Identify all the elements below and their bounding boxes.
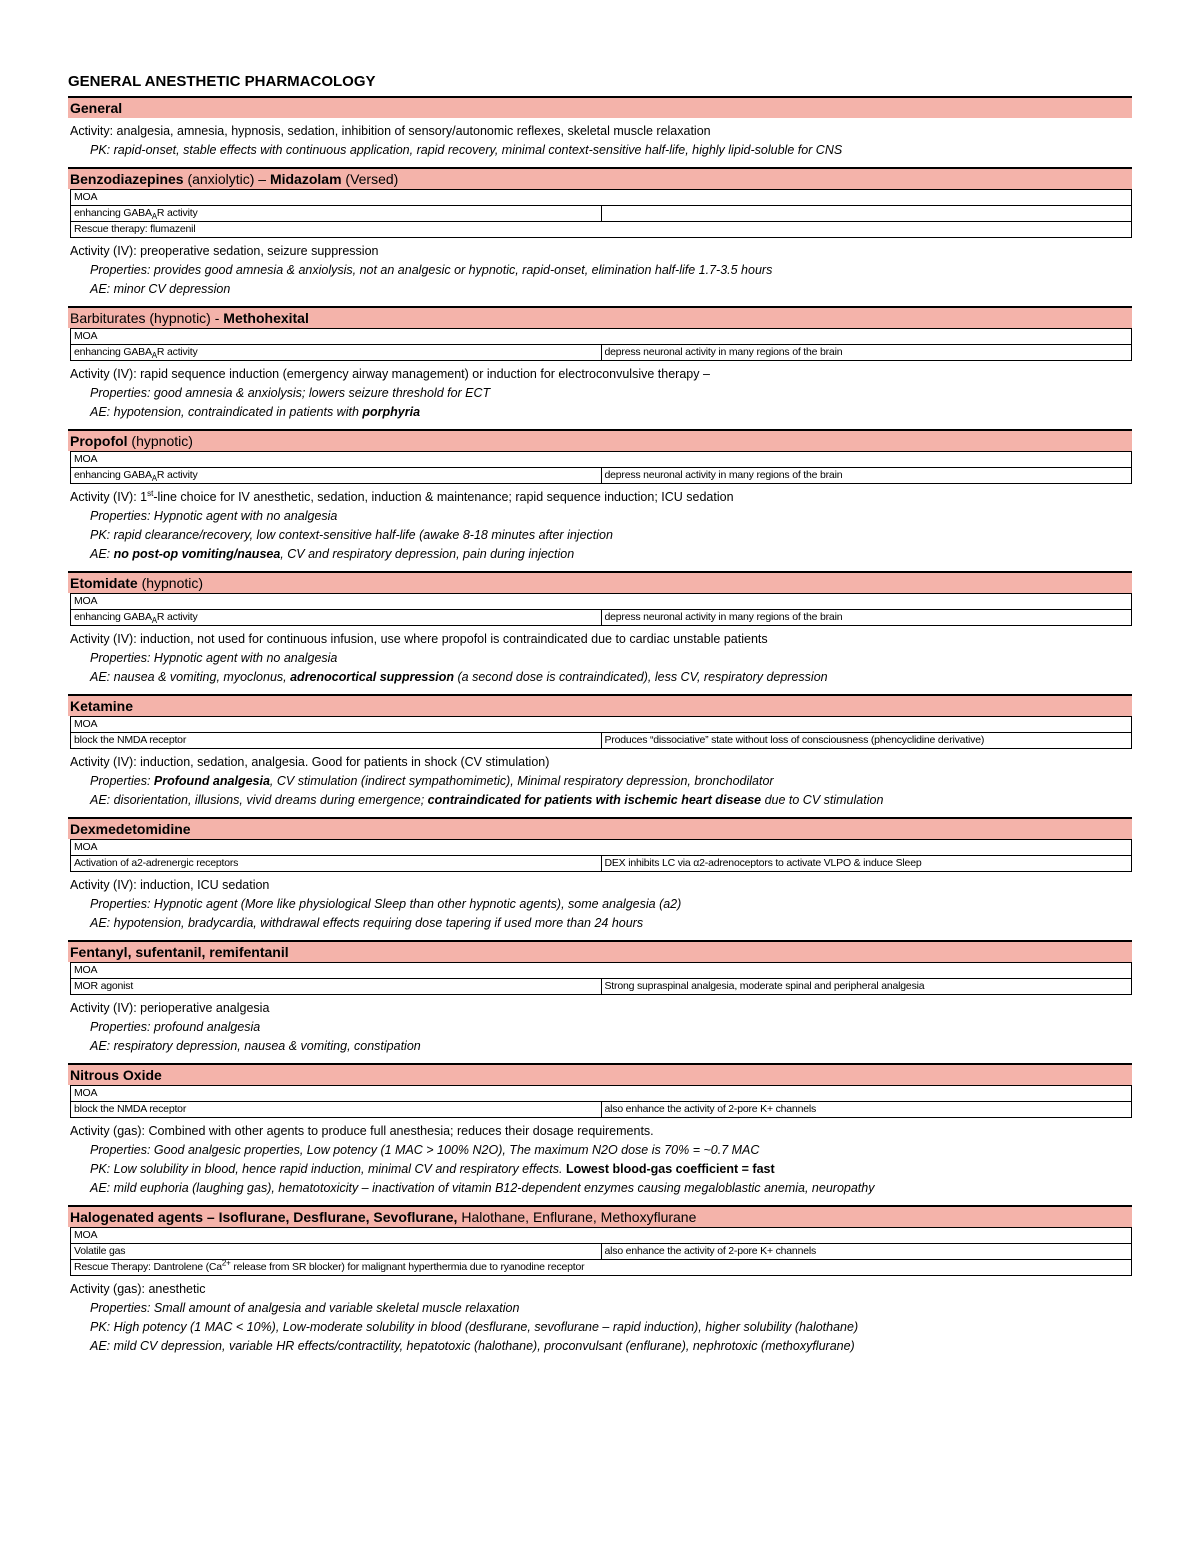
activity-line: Activity (IV): perioperative analgesia: [70, 1001, 270, 1015]
moa-label: MOA: [71, 963, 1132, 979]
moa-table: [70, 1085, 1132, 1118]
properties-line: Properties: Hypnotic agent with no analgesia: [90, 651, 338, 665]
properties-line: Properties: Profound analgesia, CV stimulation (indirect sympathomimetic), Minimal respiratory depression, bronchodilator: [90, 774, 774, 788]
moa-mechanism: enhancing $GABA_AR$ activity: [71, 610, 602, 626]
activity-line: Activity (gas): Combined with other agents to produce full anesthesia; reduces their dosage requirements.: [70, 1124, 654, 1138]
moa-mechanism: enhancing $GABA_AR$ activity: [71, 468, 602, 484]
moa-table: [70, 839, 1132, 872]
moa-mechanism: enhancing $GABA_AR$ activity: [71, 345, 602, 361]
activity-line: Activity (IV): induction, sedation, analgesia. Good for patients in shock (CV stimulation): [70, 755, 550, 769]
activity-line: Activity (IV): preoperative sedation, seizure suppression: [70, 244, 379, 258]
properties-line: Properties: profound analgesia: [90, 1020, 261, 1034]
moa-label: MOA: [71, 717, 1132, 733]
moa-effect: depress neuronal activity in many regions of the brain: [601, 345, 1132, 361]
moa-label: MOA: [71, 594, 1132, 610]
ae-line: AE: nausea & vomiting, myoclonus, adrenocortical suppression (a second dose is contraindicated), less CV, respiratory depression: [90, 670, 828, 684]
moa-effect: DEX inhibits LC via α2-adrenoceptors to activate VLPO & induce Sleep: [601, 856, 1132, 872]
moa-table: [70, 189, 1132, 238]
moa-table: [70, 962, 1132, 995]
section-fentanyl: [68, 940, 1132, 1056]
section-heading: Dexmedetomidine: [68, 817, 1132, 839]
ae-line: AE: hypotension, bradycardia, withdrawal effects requiring dose tapering if used more than 24 hours: [90, 916, 644, 930]
moa-effect: also enhance the activity of 2-pore K+ channels: [601, 1102, 1132, 1118]
activity-line: Activity: analgesia, amnesia, hypnosis, sedation, inhibition of sensory/autonomic reflexes, skeletal muscle relaxation: [70, 124, 711, 138]
moa-table: [70, 716, 1132, 749]
moa-mechanism: enhancing $GABA_AR$ activity: [71, 206, 602, 222]
section-barbiturates: [68, 306, 1132, 422]
activity-line: Activity (IV): 1st-line choice for IV anesthetic, sedation, induction & maintenance; rapid sequence induction; ICU sedation: [70, 488, 734, 504]
moa-effect: [601, 206, 1132, 222]
properties-line: Properties: Good analgesic properties, Low potency (1 MAC > 100% N2O), The maximum N2O dose is 70% = ~0.7 MAC: [90, 1143, 760, 1157]
moa-label: MOA: [71, 840, 1132, 856]
properties-line: Properties: provides good amnesia & anxiolysis, not an analgesic or hypnotic, rapid-onset, elimination half-life 1.7-3.5 hours: [90, 263, 773, 277]
moa-effect: depress neuronal activity in many regions of the brain: [601, 610, 1132, 626]
section-halogenated: [68, 1205, 1132, 1356]
section-propofol: [68, 429, 1132, 564]
pk-line: PK: Low solubility in blood, hence rapid induction, minimal CV and respiratory effects. Lowest blood-gas coefficient = fast: [90, 1162, 775, 1176]
pk-line: PK: rapid-onset, stable effects with continuous application, rapid recovery, minimal context-sensitive half-life, highly lipid-soluble for CNS: [90, 143, 843, 157]
section-ketamine: [68, 694, 1132, 810]
section-heading: Benzodiazepines (anxiolytic) – Midazolam (Versed): [68, 167, 1132, 189]
moa-label: MOA: [71, 1228, 1132, 1244]
moa-label: MOA: [71, 452, 1132, 468]
pk-line: PK: rapid clearance/recovery, low context-sensitive half-life (awake 8-18 minutes after injection: [90, 528, 613, 542]
ae-line: AE: disorientation, illusions, vivid dreams during emergence; contraindicated for patients with ischemic heart disease due to CV stimulation: [90, 793, 884, 807]
section-dexmedetomidine: [68, 817, 1132, 933]
properties-line: Properties: Hypnotic agent (More like physiological Sleep than other hypnotic agents), some analgesia (a2): [90, 897, 682, 911]
activity-line: Activity (IV): induction, not used for continuous infusion, use where propofol is contraindicated due to cardiac unstable patients: [70, 632, 768, 646]
pk-line: PK: High potency (1 MAC < 10%), Low-moderate solubility in blood (desflurane, sevoflurane – rapid induction), higher solubility (halothane): [90, 1320, 859, 1334]
moa-table: [70, 328, 1132, 361]
ae-line: AE: mild euphoria (laughing gas), hematotoxicity – inactivation of vitamin B12-dependent enzymes causing megaloblastic anemia, neuropathy: [90, 1181, 875, 1195]
moa-mechanism: MOR agonist: [71, 979, 602, 995]
document-page: [68, 72, 1132, 1363]
section-heading: Barbiturates (hypnotic) - Methohexital: [68, 306, 1132, 328]
moa-effect: Strong supraspinal analgesia, moderate spinal and peripheral analgesia: [601, 979, 1132, 995]
section-heading: General: [68, 96, 1132, 118]
section-heading: Fentanyl, sufentanil, remifentanil: [68, 940, 1132, 962]
moa-table: [70, 451, 1132, 484]
section-heading: Halogenated agents – Isoflurane, Desflurane, Sevoflurane, Halothane, Enflurane, Methoxyflurane: [68, 1205, 1132, 1227]
properties-line: Properties: Small amount of analgesia and variable skeletal muscle relaxation: [90, 1301, 520, 1315]
moa-effect: Produces “dissociative” state without loss of consciousness (phencyclidine derivative): [601, 733, 1132, 749]
activity-line: Activity (IV): rapid sequence induction (emergency airway management) or induction for electroconvulsive therapy –: [70, 367, 710, 381]
section-heading: Etomidate (hypnotic): [68, 571, 1132, 593]
section-heading: Propofol (hypnotic): [68, 429, 1132, 451]
moa-effect: also enhance the activity of 2-pore K+ channels: [601, 1244, 1132, 1260]
section-etomidate: [68, 571, 1132, 687]
moa-mechanism: block the NMDA receptor: [71, 1102, 602, 1118]
moa-label: MOA: [71, 190, 1132, 206]
moa-mechanism: Volatile gas: [71, 1244, 602, 1260]
section-nitrous-oxide: [68, 1063, 1132, 1198]
rescue-therapy: Rescue Therapy: Dantrolene ($Ca^{2+}$ release from SR blocker) for malignant hyperthermia due to ryanodine receptor: [71, 1260, 1132, 1276]
page-title: GENERAL ANESTHETIC PHARMACOLOGY: [68, 73, 376, 90]
properties-line: Properties: good amnesia & anxiolysis; lowers seizure threshold for ECT: [90, 386, 491, 400]
section-general: [68, 96, 1132, 160]
moa-label: MOA: [71, 1086, 1132, 1102]
ae-line: AE: respiratory depression, nausea & vomiting, constipation: [90, 1039, 421, 1053]
ae-line: AE: mild CV depression, variable HR effects/contractility, hepatotoxic (halothane), proconvulsant (enflurane), nephrotoxic (methoxyflurane): [90, 1339, 855, 1353]
ae-line: AE: hypotension, contraindicated in patients with porphyria: [90, 405, 421, 419]
moa-table: [70, 1227, 1132, 1276]
ae-line: AE: no post-op vomiting/nausea, CV and respiratory depression, pain during injection: [90, 547, 575, 561]
moa-effect: depress neuronal activity in many regions of the brain: [601, 468, 1132, 484]
section-benzodiazepines: [68, 167, 1132, 299]
section-heading: Ketamine: [68, 694, 1132, 716]
moa-label: MOA: [71, 329, 1132, 345]
properties-line: Properties: Hypnotic agent with no analgesia: [90, 509, 338, 523]
moa-mechanism: Activation of a2-adrenergic receptors: [71, 856, 602, 872]
ae-line: AE: minor CV depression: [90, 282, 231, 296]
activity-line: Activity (gas): anesthetic: [70, 1282, 206, 1296]
moa-table: [70, 593, 1132, 626]
rescue-therapy: Rescue therapy: flumazenil: [71, 222, 1132, 238]
moa-mechanism: block the NMDA receptor: [71, 733, 602, 749]
activity-line: Activity (IV): induction, ICU sedation: [70, 878, 270, 892]
section-heading: Nitrous Oxide: [68, 1063, 1132, 1085]
